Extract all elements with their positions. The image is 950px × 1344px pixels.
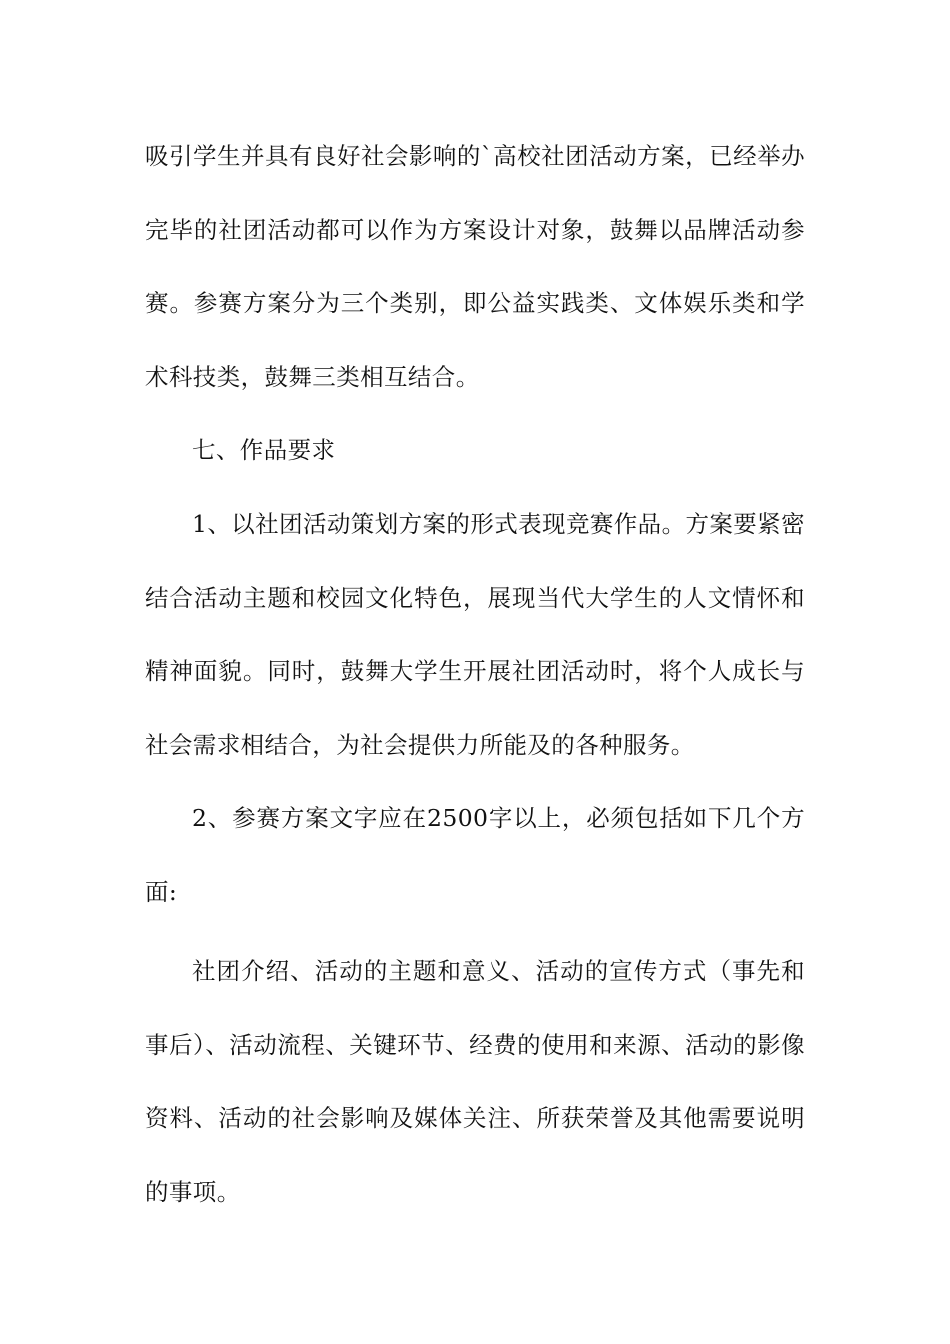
paragraph-requirement-2: 2、参赛方案文字应在2500字以上，必须包括如下几个方面: (145, 804, 805, 906)
paragraph-continued-intro: 吸引学生并具有良好社会影响的`高校社团活动方案，已经举办完毕的社团活动都可以作为方案设计对象，鼓舞以品牌活动参赛。参赛方案分为三个类别，即公益实践类、文体娱乐类和学术科技类，鼓舞三类相互结合。 (145, 142, 805, 391)
paragraph-requirement-1: 1、以社团活动策划方案的形式表现竞赛作品。方案要紧密结合活动主题和校园文化特色，展现当代大学生的人文情怀和精神面貌。同时，鼓舞大学生开展社团活动时，将个人成长与社会需求相结合，为社会提供力所能及的各种服务。 (145, 510, 805, 759)
section-heading-requirements: 七、作品要求 (192, 436, 336, 464)
paragraph-requirement-2-items: 社团介绍、活动的主题和意义、活动的宣传方式（事先和事后）、活动流程、关键环节、经费的使用和来源、活动的影像资料、活动的社会影响及媒体关注、所获荣誉及其他需要说明的事项。 (145, 957, 805, 1206)
